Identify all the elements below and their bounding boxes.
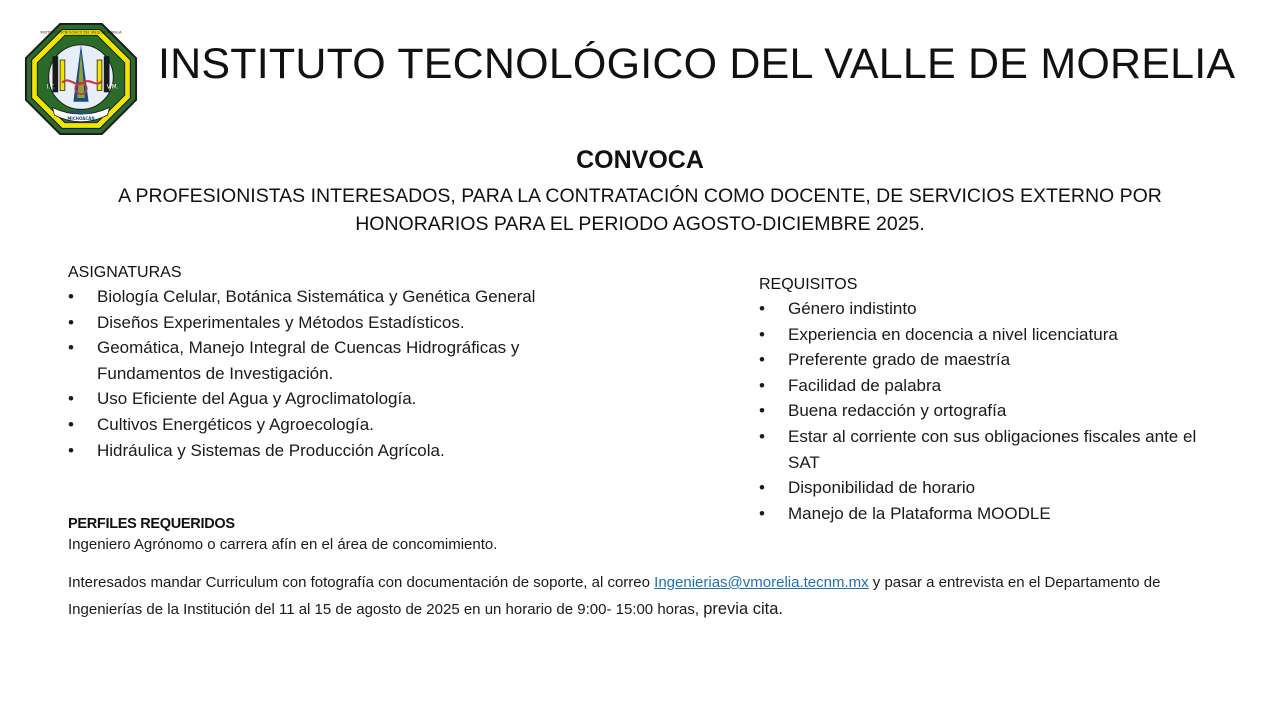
list-item: • Preferente grado de maestría [759, 347, 1229, 373]
list-item: • Disponibilidad de horario [759, 475, 1229, 501]
list-item: • Uso Eficiente del Agua y Agroclimatología. [68, 386, 628, 412]
contact-paragraph [68, 570, 1218, 623]
list-item: • Manejo de la Plataforma MOODLE [759, 501, 1229, 527]
contact-text-before: Interesados mandar Curriculum con fotografía con documentación de soporte, al correo [68, 574, 655, 591]
svg-text:MICHOACÁN: MICHOACÁN [67, 115, 95, 121]
list-item: • Biología Celular, Botánica Sistemática y Genética General [68, 284, 628, 310]
svg-text:INSTITUTO TECNOLÓGICO DEL VALL: INSTITUTO TECNOLÓGICO DEL VALLE DE MORELIA [40, 30, 122, 35]
page-title: INSTITUTO TECNOLÓGICO DEL VALLE DE MORELIA [158, 40, 1236, 88]
asignaturas-section [68, 264, 628, 463]
email-link[interactable]: Ingenierias@vmorelia.tecnm.mx [654, 574, 869, 591]
list-item: • Buena redacción y ortografía [759, 398, 1229, 424]
list-item: • Experiencia en docencia a nivel licenciatura [759, 322, 1229, 348]
announcement-subtitle: A PROFESIONISTAS INTERESADOS, PARA LA CONTRATACIÓN COMO DOCENTE, DE SERVICIOS EXTERNO POR HONORARIOS PARA EL PERIODO AGOSTO-DICIEMBRE 2025. [118, 185, 1162, 235]
perfiles-text: Ingeniero Agrónomo o carrera afín en el área de concomimiento. [68, 536, 498, 553]
contact-text-after: y pasar a entrevista en el Departamento de Ingenierías de la Institución del 11 al 15 de agosto de 2025 en un horario de 9:00- 15:00 horas, [68, 574, 1161, 618]
list-item: • Geomática, Manejo Integral de Cuencas Hidrográficas y Fundamentos de Investigación. [68, 335, 628, 386]
svg-text:V.M.: V.M. [106, 84, 119, 91]
asignaturas-heading: ASIGNATURAS [68, 264, 182, 281]
perfiles-section [68, 516, 768, 553]
announcement-heading: CONVOCA [576, 146, 704, 174]
asignaturas-list [68, 284, 628, 463]
list-item: • Diseños Experimentales y Métodos Estadísticos. [68, 310, 628, 336]
requisitos-list [759, 296, 1229, 526]
list-item: • Hidráulica y Sistemas de Producción Agrícola. [68, 438, 628, 464]
svg-text:MORELIA: MORELIA [69, 111, 93, 117]
svg-text:I.T.: I.T. [46, 84, 55, 91]
requisitos-section [759, 276, 1229, 526]
list-item: • Cultivos Energéticos y Agroecología. [68, 412, 628, 438]
contact-text-end: previa cita. [703, 600, 783, 618]
institute-logo [24, 22, 138, 136]
requisitos-heading: REQUISITOS [759, 276, 858, 293]
list-item: • Facilidad de palabra [759, 373, 1229, 399]
perfiles-heading: PERFILES REQUERIDOS [68, 516, 235, 532]
list-item: • Género indistinto [759, 296, 1229, 322]
list-item: • Estar al corriente con sus obligaciones fiscales ante el SAT [759, 424, 1229, 475]
